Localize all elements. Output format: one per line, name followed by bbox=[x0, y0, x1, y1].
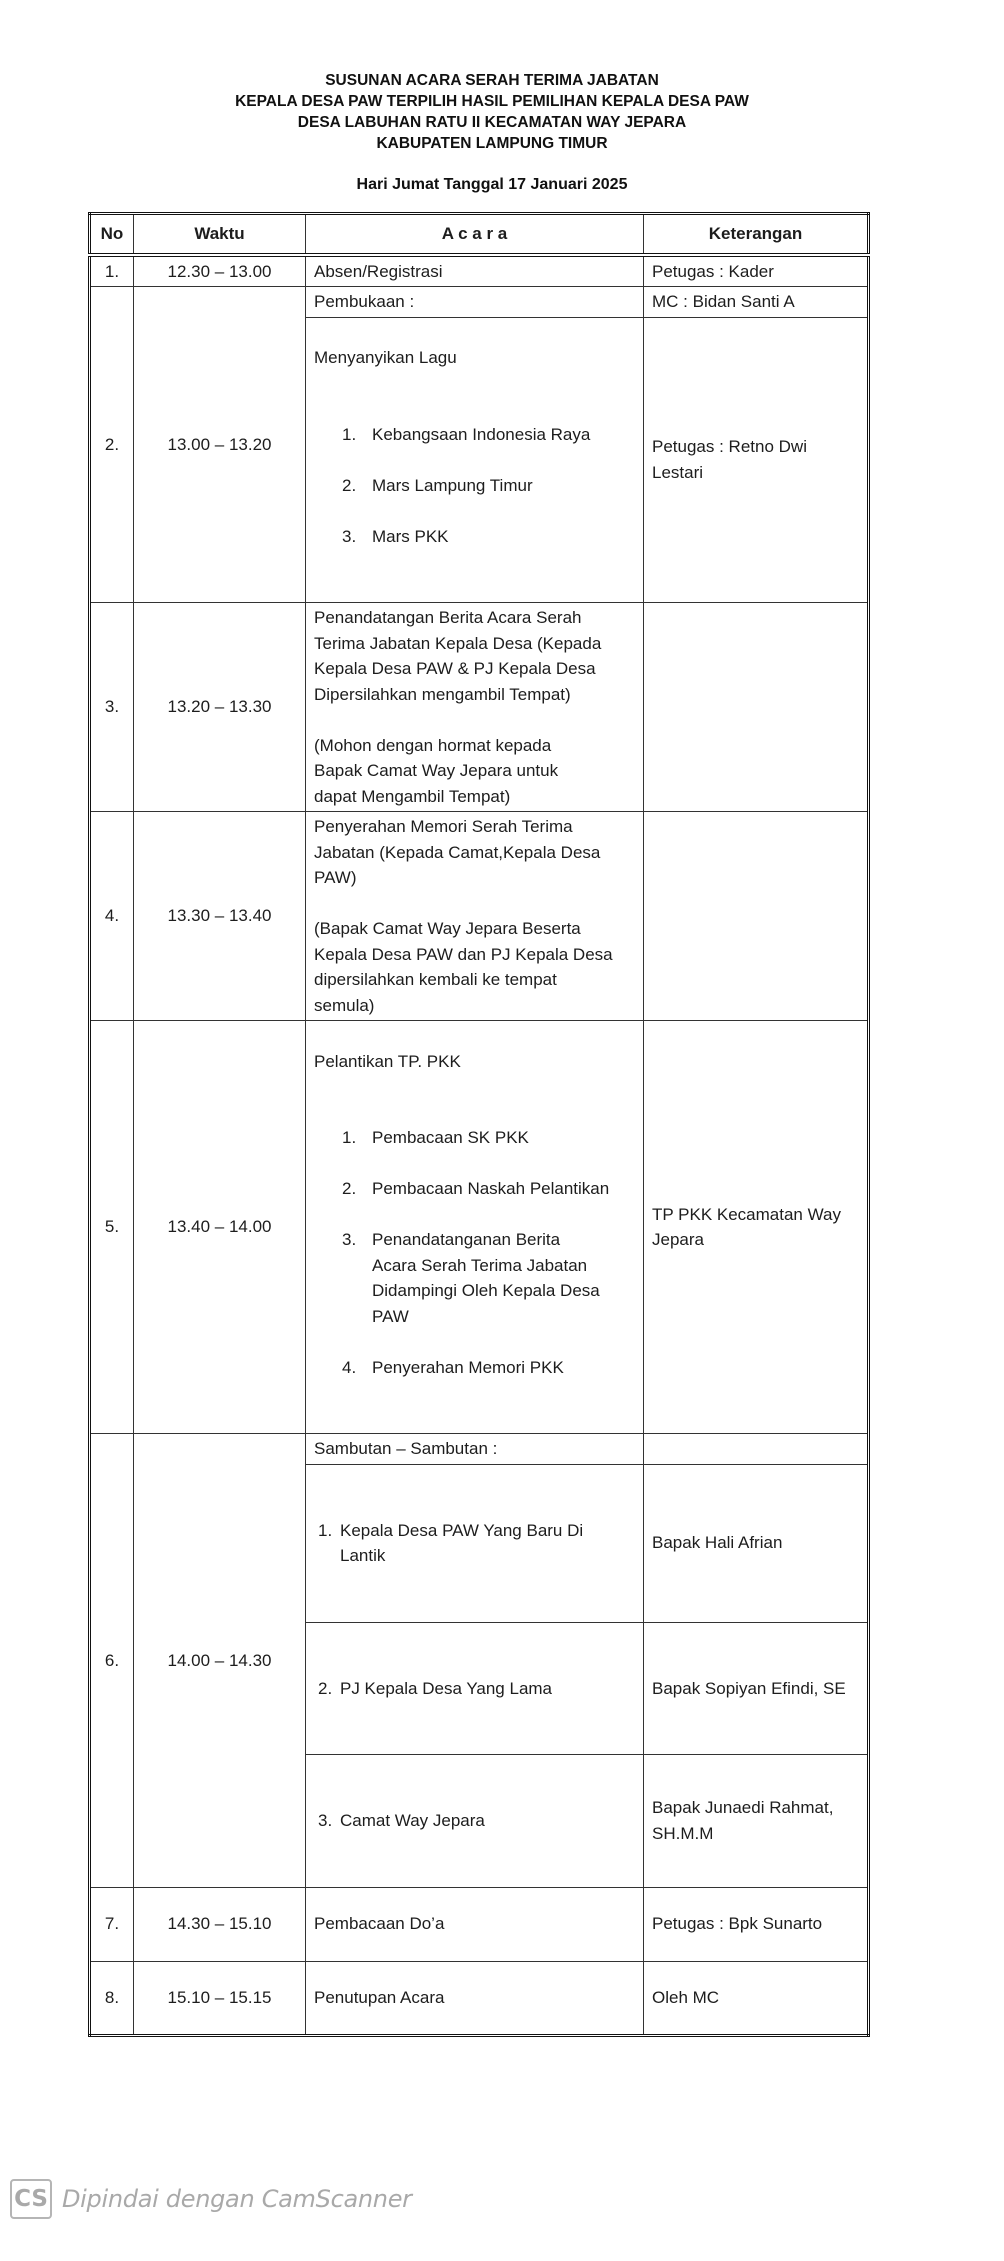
row-acara bbox=[306, 317, 644, 603]
pkk-list bbox=[314, 1100, 635, 1406]
row-no: 7. bbox=[90, 1887, 134, 1961]
table-row bbox=[90, 1434, 869, 1465]
event-date: Hari Jumat Tanggal 17 Januari 2025 bbox=[356, 176, 628, 193]
header-no: No bbox=[90, 214, 134, 255]
row-time: 14.00 – 14.30 bbox=[134, 1434, 306, 1888]
row-acara bbox=[306, 1622, 644, 1755]
row-time: 15.10 – 15.15 bbox=[134, 1961, 306, 2035]
list-item: 2. Mars Lampung Timur bbox=[342, 475, 533, 495]
table-row bbox=[90, 1961, 869, 2035]
row-keterangan: Petugas : Bpk Sunarto bbox=[644, 1887, 869, 1961]
row-time: 13.30 – 13.40 bbox=[134, 812, 306, 1021]
list-item: 3. Penandatanganan Berita Acara Serah Terima Jabatan Didampingi Oleh Kepala Desa PAW bbox=[342, 1230, 600, 1326]
row-keterangan bbox=[644, 812, 869, 1021]
row-keterangan: TP PKK Kecamatan Way Jepara bbox=[644, 1021, 869, 1434]
acara-heading: Menyanyikan Lagu bbox=[314, 348, 457, 367]
camscanner-logo-icon: CS bbox=[10, 2179, 52, 2219]
title-line-1: SUSUNAN ACARA SERAH TERIMA JABATAN bbox=[325, 72, 659, 89]
row-no: 1. bbox=[90, 255, 134, 287]
sambutan-item bbox=[314, 1783, 635, 1860]
row-no: 3. bbox=[90, 603, 134, 812]
row-no: 4. bbox=[90, 812, 134, 1021]
row-time: 14.30 – 15.10 bbox=[134, 1887, 306, 1961]
header-row bbox=[90, 214, 869, 255]
row-no: 6. bbox=[90, 1434, 134, 1888]
row-keterangan bbox=[644, 603, 869, 812]
row-keterangan: Bapak Sopiyan Efindi, SE bbox=[644, 1622, 869, 1755]
list-item: 1. Kepala Desa PAW Yang Baru Di Lantik bbox=[318, 1520, 584, 1565]
row-no: 2. bbox=[90, 287, 134, 603]
title-line-3: DESA LABUHAN RATU II KECAMATAN WAY JEPARA bbox=[297, 114, 687, 131]
row-keterangan: Oleh MC bbox=[644, 1961, 869, 2035]
row-acara bbox=[306, 1464, 644, 1622]
row-acara: Penandatangan Berita Acara Serah Terima Jabatan Kepala Desa (Kepada Kepala Desa PAW & PJ Kepala Desa Dipersilahkan mengambil Tempat) (Mohon dengan hormat kepada Bapak Camat Way Jepara untuk dapat Mengambil Tempat) bbox=[306, 603, 644, 812]
list-item: 2. PJ Kepala Desa Yang Lama bbox=[318, 1678, 553, 1698]
row-time: 13.40 – 14.00 bbox=[134, 1021, 306, 1434]
scanner-watermark: Dipindai dengan CamScanner bbox=[62, 2184, 412, 2213]
row-acara bbox=[306, 1755, 644, 1888]
row-acara bbox=[306, 1021, 644, 1434]
title-block bbox=[0, 0, 984, 194]
table-row bbox=[90, 255, 869, 287]
row-keterangan: Petugas : Retno Dwi Lestari bbox=[644, 317, 869, 603]
row-keterangan: Petugas : Kader bbox=[644, 255, 869, 287]
row-acara: Pembacaan Do’a bbox=[306, 1887, 644, 1961]
list-item: 2. Pembacaan Naskah Pelantikan bbox=[342, 1179, 610, 1198]
table-row bbox=[90, 1021, 869, 1434]
schedule-table bbox=[88, 212, 870, 2037]
table-row bbox=[90, 812, 869, 1021]
table-row bbox=[90, 287, 869, 318]
row-keterangan bbox=[644, 1434, 869, 1465]
list-item: 3. Camat Way Jepara bbox=[318, 1811, 485, 1830]
row-no: 8. bbox=[90, 1961, 134, 2035]
acara-heading: Pelantikan TP. PKK bbox=[314, 1051, 461, 1071]
list-item: 3. Mars PKK bbox=[342, 526, 449, 546]
list-item: 4. Penyerahan Memori PKK bbox=[342, 1357, 564, 1377]
row-keterangan: Bapak Hali Afrian bbox=[644, 1464, 869, 1622]
row-time: 13.00 – 13.20 bbox=[134, 287, 306, 603]
sambutan-item bbox=[314, 1492, 635, 1594]
header-keterangan: Keterangan bbox=[644, 214, 869, 255]
row-acara: Penyerahan Memori Serah Terima Jabatan (Kepada Camat,Kepala Desa PAW) (Bapak Camat Way Jepara Beserta Kepala Desa PAW dan PJ Kepala Desa dipersilahkan kembali ke tempat semula) bbox=[306, 812, 644, 1021]
header-waktu: Waktu bbox=[134, 214, 306, 255]
watermark-bar bbox=[10, 2177, 1004, 2261]
row-no: 5. bbox=[90, 1021, 134, 1434]
row-acara: Absen/Registrasi bbox=[306, 255, 644, 287]
title-line-2: KEPALA DESA PAW TERPILIH HASIL PEMILIHAN KEPALA DESA PAW bbox=[235, 93, 749, 110]
row-keterangan: Bapak Junaedi Rahmat, SH.M.M bbox=[644, 1755, 869, 1888]
row-acara: Pembukaan : bbox=[306, 287, 644, 318]
row-keterangan: MC : Bidan Santi A bbox=[644, 287, 869, 318]
table-row bbox=[90, 603, 869, 812]
song-list bbox=[314, 396, 635, 575]
title-line-4: KABUPATEN LAMPUNG TIMUR bbox=[376, 135, 608, 152]
row-acara: Penutupan Acara bbox=[306, 1961, 644, 2035]
row-acara: Sambutan – Sambutan : bbox=[306, 1434, 644, 1465]
row-time: 13.20 – 13.30 bbox=[134, 603, 306, 812]
sambutan-item bbox=[314, 1650, 635, 1727]
table-row bbox=[90, 1887, 869, 1961]
list-item: 1. Pembacaan SK PKK bbox=[342, 1128, 529, 1147]
list-item: 1. Kebangsaan Indonesia Raya bbox=[342, 424, 591, 444]
header-acara: A c a r a bbox=[306, 214, 644, 255]
row-time: 12.30 – 13.00 bbox=[134, 255, 306, 287]
